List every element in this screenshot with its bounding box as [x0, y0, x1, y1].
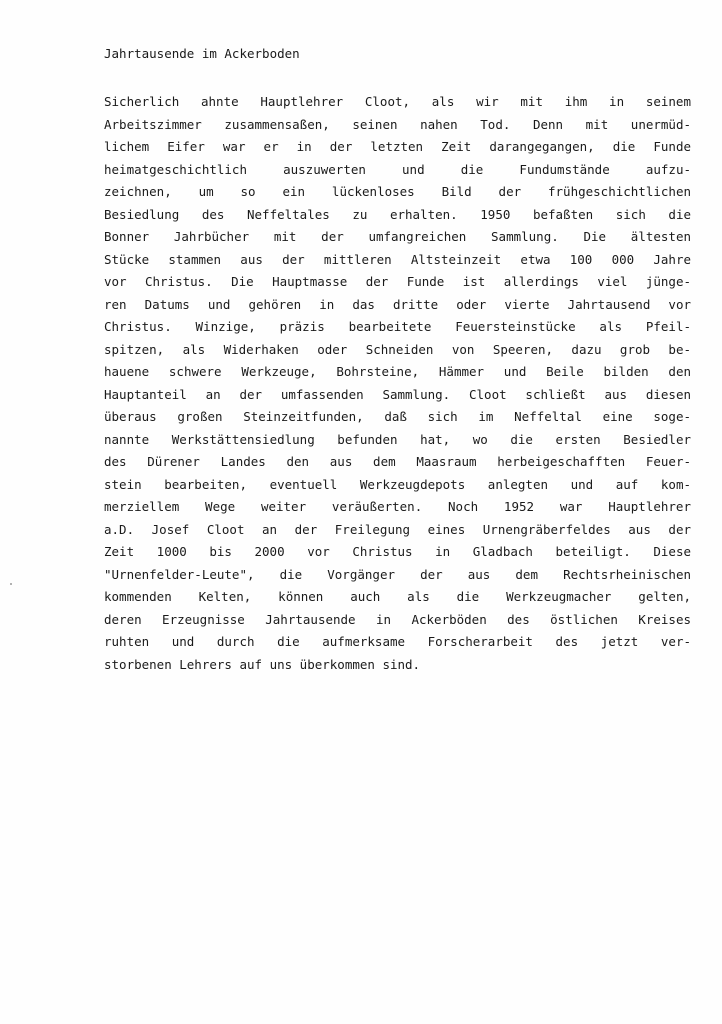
- document-body: [104, 91, 691, 676]
- text-line: "Urnenfelder-Leute", die Vorgänger der aus dem Rechtsrheinischen: [104, 566, 691, 582]
- text-line: stein bearbeiten, eventuell Werkzeugdepots anlegten und auf kom-: [104, 476, 691, 492]
- text-line: überaus großen Steinzeitfunden, daß sich im Neffeltal eine soge-: [104, 409, 691, 424]
- text-line: spitzen, als Widerhaken oder Schneiden von Speeren, dazu grob be-: [104, 341, 691, 357]
- text-line: deren Erzeugnisse Jahrtausende in Ackerböden des östlichen Kreises: [104, 611, 691, 627]
- text-line: merziellem Wege weiter veräußerten. Noch 1952 war Hauptlehrer: [104, 499, 691, 514]
- text-line: des Dürener Landes den aus dem Maasraum herbeigeschafften Feuer-: [104, 454, 691, 469]
- text-line: hauene schwere Werkzeuge, Bohrsteine, Hämmer und Beile bilden den: [104, 364, 691, 379]
- text-line: lichem Eifer war er in der letzten Zeit darangegangen, die Funde: [104, 139, 691, 154]
- text-line: vor Christus. Die Hauptmasse der Funde ist allerdings viel jünge-: [104, 274, 691, 289]
- text-line: storbenen Lehrers auf uns überkommen sind.: [104, 656, 421, 672]
- text-line: Hauptanteil an der umfassenden Sammlung. Cloot schließt aus diesen: [104, 386, 691, 402]
- text-line: ruhten und durch die aufmerksame Forscherarbeit des jetzt ver-: [104, 634, 691, 649]
- text-line: Bonner Jahrbücher mit der umfangreichen Sammlung. Die ältesten: [104, 229, 691, 244]
- text-line: zeichnen, um so ein lückenloses Bild der frühgeschichtlichen: [104, 184, 691, 199]
- text-line: ren Datums und gehören in das dritte oder vierte Jahrtausend vor: [104, 296, 691, 312]
- scan-speck: [10, 583, 12, 585]
- text-line: Christus. Winzige, präzis bearbeitete Feuersteinstücke als Pfeil-: [104, 319, 691, 334]
- text-line: Arbeitszimmer zusammensaßen, seinen nahen Tod. Denn mit unermüd-: [104, 116, 691, 132]
- text-line: Stücke stammen aus der mittleren Altsteinzeit etwa 100 000 Jahre: [104, 251, 691, 267]
- text-line: nannte Werkstättensiedlung befunden hat, wo die ersten Besiedler: [104, 431, 691, 447]
- text-line: Sicherlich ahnte Hauptlehrer Cloot, als wir mit ihm in seinem: [104, 94, 691, 109]
- document-title: Jahrtausende im Ackerboden: [104, 46, 300, 61]
- text-line: kommenden Kelten, können auch als die Werkzeugmacher gelten,: [104, 589, 691, 604]
- text-line: Zeit 1000 bis 2000 vor Christus in Gladbach beteiligt. Diese: [104, 544, 691, 559]
- text-line: Besiedlung des Neffeltales zu erhalten. 1950 befaßten sich die: [104, 206, 691, 222]
- text-line: heimatgeschichtlich auszuwerten und die Fundumstände aufzu-: [104, 161, 691, 177]
- text-line: a.D. Josef Cloot an der Freilegung eines Urnengräberfeldes aus der: [104, 521, 691, 537]
